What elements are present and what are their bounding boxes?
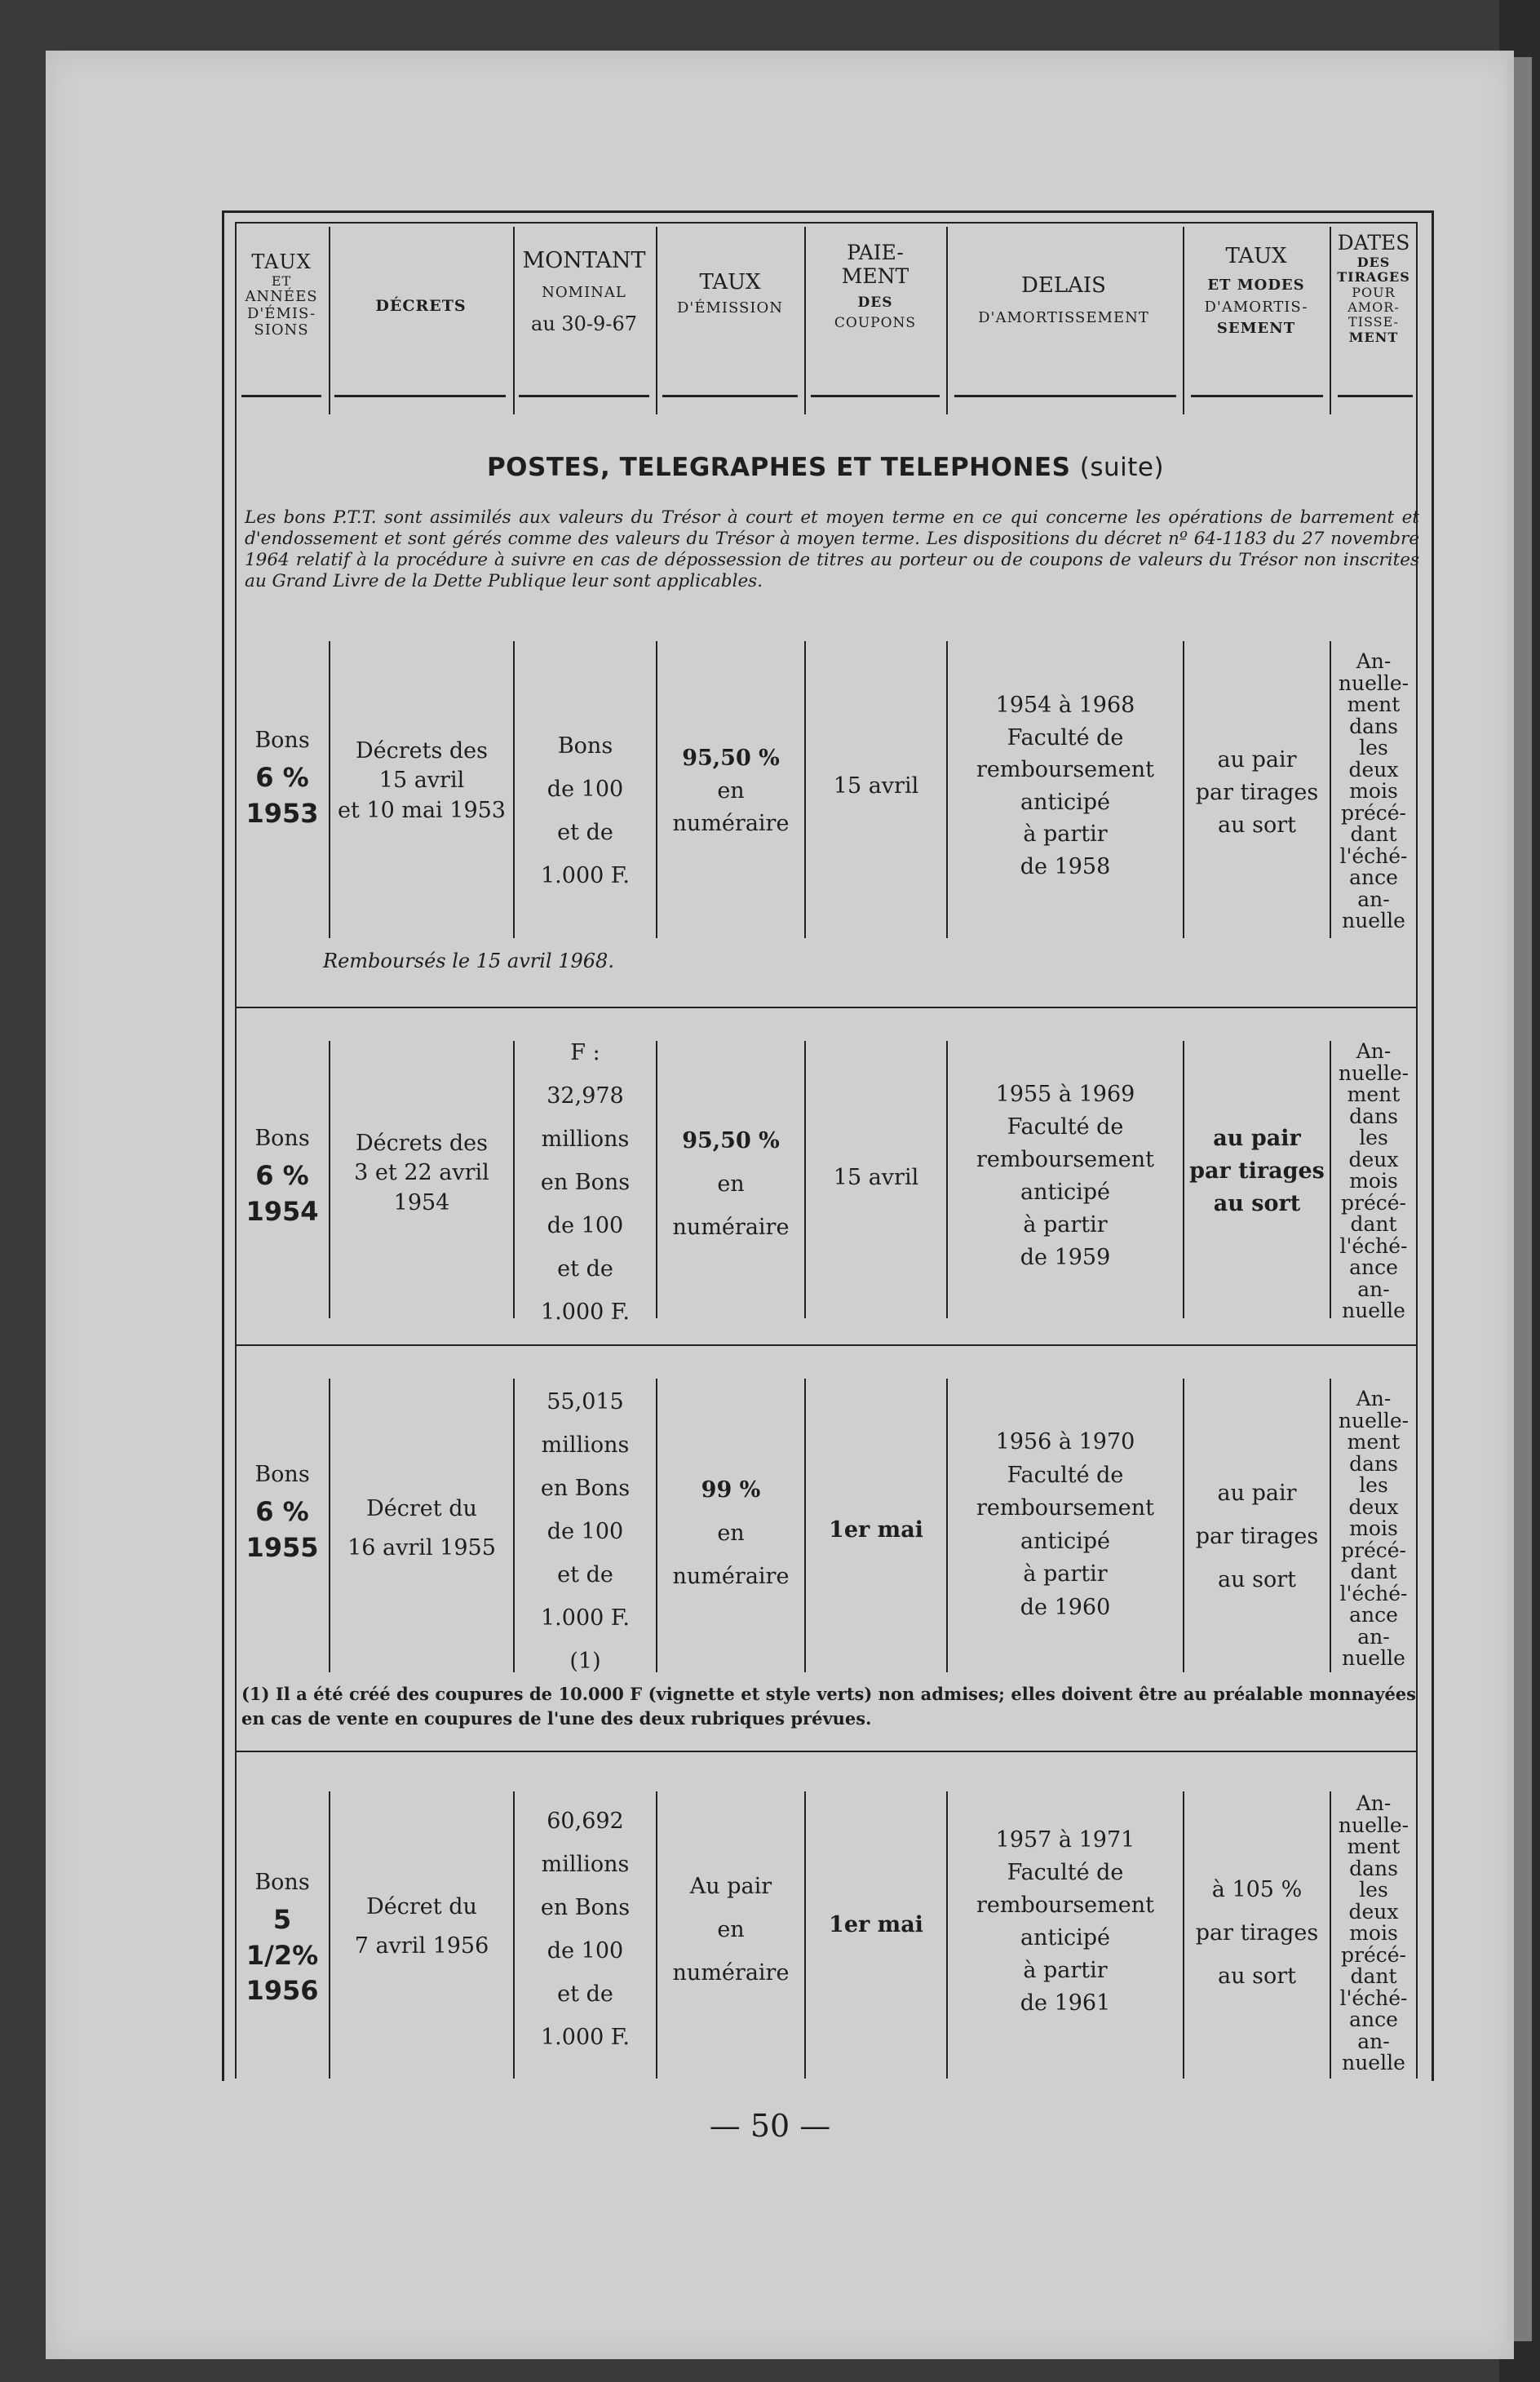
row-divider — [235, 1751, 1416, 1752]
cell-line: de 100 — [547, 777, 624, 802]
section-title-text: POSTES, TELEGRAPHES ET TELEPHONES — [486, 453, 1071, 482]
cell-line: ance — [1349, 1603, 1398, 1627]
cell-montant — [515, 1031, 656, 1334]
footnote: (1) Il a été créé des coupures de 10.000 F (vignette et style verts) non admises; elles doivent être au préalable monnayées en cas de vente en coupures de l'une des deux rubriques prévues. — [241, 1684, 1416, 1729]
header-text: PAIE- — [847, 241, 904, 264]
cell-line: Faculté de — [1007, 1462, 1124, 1488]
cell-line: ance — [1349, 2008, 1398, 2031]
cell-line: 55,015 — [547, 1389, 624, 1415]
cell-line: Décret du — [366, 1894, 477, 1919]
cell-line: remboursement — [976, 1147, 1154, 1172]
cell-line: 3 et 22 avril — [354, 1160, 489, 1186]
page-number: — 50 — — [709, 2108, 831, 2144]
cell-line: 1956 à 1970 — [995, 1429, 1135, 1454]
cell-coupons — [806, 1910, 946, 1940]
cell-emission — [657, 1865, 804, 1995]
cell-line: anticipé — [1020, 789, 1110, 815]
cell-line: 1.000 F. — [541, 1299, 630, 1325]
cell-line: les — [1359, 1878, 1388, 1902]
cell-line: précé- — [1341, 1942, 1406, 1967]
cell-line: au sort — [1218, 812, 1296, 838]
cell-line: nuelle- — [1338, 1813, 1409, 1837]
header-divider — [329, 227, 330, 414]
cell-line: 1.000 F. — [541, 2025, 630, 2050]
cell-line: 95,50 % — [682, 746, 780, 771]
header-text: MONTANT — [522, 248, 646, 273]
cell-line: précé- — [1341, 1190, 1406, 1215]
header-text: ET MODES — [1207, 276, 1305, 294]
cell-line: de 1958 — [1020, 853, 1111, 879]
cell-delais — [948, 1824, 1183, 2020]
cell-line: millions — [541, 1852, 630, 1877]
bond-rate: 5 1/2% — [246, 1904, 319, 1971]
cell-line: de 100 — [547, 1213, 624, 1238]
header-underline — [334, 395, 506, 397]
cell-line: 1957 à 1971 — [995, 1827, 1135, 1853]
cell-line: Faculté de — [1007, 1860, 1124, 1885]
row-note: Remboursés le 15 avril 1968. — [323, 950, 614, 972]
cell-line: en — [717, 1521, 745, 1546]
cell-line: et de — [557, 1562, 613, 1587]
cell-emission — [657, 1468, 804, 1598]
header-underline — [954, 395, 1176, 397]
cell-line: Faculté de — [1007, 1114, 1124, 1140]
cell-coupons — [806, 1163, 946, 1193]
cell-line: dant — [1350, 1964, 1397, 1988]
cell-line: les — [1359, 1126, 1388, 1149]
cell-line: numéraire — [672, 1564, 790, 1589]
cell-bond-name — [237, 1124, 328, 1229]
header-text: au 30-9-67 — [531, 312, 637, 335]
header-text: ET — [271, 272, 292, 289]
cell-line: 32,978 — [547, 1083, 624, 1109]
cell-bond-name — [237, 726, 328, 831]
bond-rate: 6 % — [255, 1160, 309, 1192]
cell-line: en — [717, 1917, 745, 1942]
bond-rate: 6 % — [255, 1496, 309, 1528]
header-underline — [662, 395, 798, 397]
cell-line: de 100 — [547, 1938, 624, 1964]
cell-line: Décrets des — [355, 1131, 489, 1156]
cell-line: 16 avril 1955 — [347, 1535, 496, 1561]
cell-line: nuelle — [1342, 1299, 1405, 1322]
cell-line: numéraire — [672, 1960, 790, 1986]
cell-modes — [1184, 1122, 1330, 1220]
cell-line: anticipé — [1020, 1180, 1110, 1205]
cell-line: numéraire — [672, 1215, 790, 1240]
cell-bond-name — [237, 1460, 328, 1565]
header-text: TAUX — [699, 270, 761, 294]
cell-line: ance — [1349, 866, 1398, 889]
cell-line: an- — [1357, 887, 1390, 911]
cell-line: et de — [557, 820, 613, 845]
header-text: D'ÉMISSION — [676, 299, 784, 317]
cell-line: 1954 — [393, 1189, 450, 1215]
cell-line: 95,50 % — [682, 1128, 780, 1153]
cell-decret — [330, 1129, 513, 1218]
cell-line: nuelle- — [1338, 1060, 1409, 1085]
cell-line: nuelle — [1342, 1646, 1405, 1670]
bond-year: 1955 — [246, 1531, 319, 1563]
cell-dates — [1331, 1388, 1416, 1670]
cell-line: les — [1359, 736, 1388, 759]
adjacent-page-edge — [1507, 57, 1532, 2341]
cell-coupons — [806, 1516, 946, 1545]
cell-line: en Bons — [540, 1895, 631, 1920]
table-frame-inner-right — [1416, 222, 1418, 2079]
cell-line: Faculté de — [1007, 724, 1124, 750]
cell-line: ment — [1347, 1835, 1401, 1858]
cell-delais — [948, 689, 1183, 883]
header-text: MENT — [1348, 329, 1399, 345]
header-text: TAUX — [1225, 244, 1287, 268]
cell-line: millions — [541, 1432, 630, 1458]
cell-line: (1) — [569, 1649, 601, 1674]
cell-line: An- — [1356, 1791, 1392, 1815]
header-text: D'ÉMIS- — [246, 304, 316, 322]
cell-line: Au pair — [689, 1874, 772, 1899]
header-underline — [241, 395, 321, 397]
bond-label: Bons — [254, 1462, 310, 1487]
cell-line: de 1959 — [1020, 1245, 1111, 1270]
cell-line: anticipé — [1020, 1528, 1110, 1554]
header-col-montant — [515, 248, 653, 335]
cell-decret — [330, 1888, 513, 1966]
header-col-taux-emission — [657, 271, 803, 317]
cell-line: par tirages — [1195, 1524, 1319, 1549]
cell-modes — [1184, 1472, 1330, 1601]
header-underline — [1191, 395, 1323, 397]
cell-line: ment — [1347, 693, 1401, 716]
cell-line: 1954 à 1968 — [995, 693, 1135, 718]
cell-line: au sort — [1218, 1567, 1296, 1592]
cell-line: deux — [1348, 1899, 1399, 1924]
header-col-paiement — [806, 241, 945, 332]
cell-line: en — [717, 778, 745, 804]
cell-line: dant — [1350, 822, 1397, 846]
cell-line: millions — [541, 1127, 630, 1152]
cell-line: par tirages — [1195, 1920, 1319, 1946]
header-text: DES — [1356, 254, 1391, 270]
cell-dates — [1331, 1793, 1416, 2074]
header-col-dates — [1331, 232, 1416, 345]
cell-line: de 1960 — [1020, 1594, 1111, 1620]
cell-line: au pair — [1217, 1481, 1297, 1506]
cell-line: l'éché- — [1339, 1986, 1408, 2010]
cell-line: au pair — [1213, 1126, 1301, 1151]
cell-line: 15 avril — [833, 1165, 919, 1190]
cell-line: ance — [1349, 1255, 1398, 1279]
cell-line: par tirages — [1189, 1158, 1325, 1184]
cell-bond-name — [237, 1868, 328, 2008]
cell-line: 60,692 — [547, 1809, 624, 1834]
cell-line: nuelle — [1342, 909, 1405, 932]
cell-line: précé- — [1341, 800, 1406, 825]
cell-line: deux — [1348, 1494, 1399, 1519]
cell-line: ment — [1347, 1430, 1401, 1454]
cell-line: à partir — [1023, 1212, 1108, 1237]
cell-line: dans — [1349, 1451, 1398, 1476]
cell-line: dant — [1350, 1560, 1397, 1583]
header-text: TIRAGES — [1337, 269, 1410, 286]
section-title-suffix: (suite) — [1079, 453, 1165, 482]
section-title — [235, 453, 1416, 482]
cell-line: précé- — [1341, 1538, 1406, 1562]
cell-line: An- — [1356, 649, 1392, 673]
header-text: SIONS — [254, 321, 309, 339]
cell-line: an- — [1357, 1624, 1390, 1649]
header-text: DELAIS — [1021, 273, 1106, 298]
header-text: MENT — [841, 263, 909, 288]
cell-dates — [1331, 1041, 1416, 1322]
bond-year: 1956 — [246, 1974, 319, 2006]
cell-line: nuelle- — [1338, 671, 1409, 695]
bond-label: Bons — [254, 1126, 310, 1151]
header-text: D'AMORTISSEMENT — [978, 308, 1149, 326]
header-text: D'AMORTIS- — [1204, 298, 1308, 316]
header-col-taux-annees — [237, 251, 326, 339]
cell-line: Décret du — [366, 1496, 477, 1521]
header-text: DATES — [1337, 231, 1410, 255]
cell-line: F : — [570, 1040, 600, 1065]
bond-label: Bons — [254, 728, 310, 753]
cell-line: dant — [1350, 1212, 1397, 1236]
cell-line: au pair — [1217, 747, 1297, 773]
cell-line: 7 avril 1956 — [354, 1933, 489, 1959]
cell-line: 15 avril — [378, 768, 465, 794]
cell-decret — [330, 1490, 513, 1568]
header-underline — [519, 395, 649, 397]
cell-line: et 10 mai 1953 — [338, 797, 506, 823]
cell-line: remboursement — [976, 1495, 1154, 1521]
header-text: DES — [857, 294, 893, 311]
cell-delais — [948, 1426, 1183, 1624]
header-col-modes — [1184, 245, 1328, 338]
cell-line: An- — [1356, 1039, 1392, 1063]
cell-line: 1er mai — [829, 1912, 923, 1937]
table-frame-inner-top — [235, 222, 1416, 224]
cell-line: 99 % — [701, 1477, 761, 1503]
cell-line: remboursement — [976, 757, 1154, 782]
cell-line: 15 avril — [833, 773, 919, 799]
cell-line: numéraire — [672, 811, 790, 836]
cell-delais — [948, 1078, 1183, 1274]
bond-rate: 6 % — [255, 762, 309, 794]
cell-line: en — [717, 1171, 745, 1197]
row-divider — [235, 1344, 1416, 1346]
cell-line: mois — [1349, 1516, 1398, 1540]
header-col-delais — [948, 274, 1179, 327]
cell-line: les — [1359, 1473, 1388, 1497]
cell-line: 1er mai — [829, 1517, 923, 1543]
cell-line: 1955 à 1969 — [995, 1082, 1135, 1107]
cell-line: et de — [557, 1981, 613, 2007]
cell-line: de 1961 — [1020, 1990, 1111, 2016]
bond-year: 1953 — [246, 797, 319, 829]
cell-montant — [515, 724, 656, 897]
cell-line: An- — [1356, 1387, 1392, 1410]
cell-line: l'éché- — [1339, 1233, 1408, 1258]
cell-line: remboursement — [976, 1893, 1154, 1918]
cell-line: anticipé — [1020, 1925, 1110, 1950]
cell-line: deux — [1348, 1147, 1399, 1171]
cell-line: l'éché- — [1339, 1581, 1408, 1605]
header-text: TISSE- — [1348, 314, 1399, 330]
row-divider — [235, 1007, 1416, 1008]
cell-dates — [1331, 651, 1416, 932]
cell-line: mois — [1349, 1169, 1398, 1193]
bond-year: 1954 — [246, 1195, 319, 1227]
header-text: ANNÉES — [245, 287, 318, 305]
cell-line: à partir — [1023, 1561, 1108, 1587]
header-underline — [811, 395, 940, 397]
cell-line: à partir — [1023, 821, 1108, 847]
header-text: POUR — [1352, 284, 1396, 300]
header-divider — [656, 227, 657, 414]
cell-line: par tirages — [1195, 780, 1319, 805]
cell-line: dans — [1349, 1856, 1398, 1880]
cell-line: mois — [1349, 779, 1398, 803]
bond-label: Bons — [254, 1870, 310, 1895]
cell-line: Décrets des — [355, 738, 489, 764]
cell-line: ment — [1347, 1083, 1401, 1106]
cell-emission — [657, 742, 804, 840]
cell-line: dans — [1349, 714, 1398, 738]
header-text: NOMINAL — [542, 284, 626, 302]
cell-line: Bons — [557, 733, 613, 759]
cell-coupons — [806, 772, 946, 801]
header-underline — [1338, 395, 1413, 397]
cell-line: 1.000 F. — [541, 1605, 630, 1631]
cell-line: en Bons — [540, 1170, 631, 1195]
section-intro: Les bons P.T.T. sont assimilés aux valeurs du Trésor à court et moyen terme en ce qui concerne les opérations de barrement et d'endossement et sont gérés comme des valeurs du Trésor à moyen terme. Les dispositions du décret nº 64-1183 du 27 novembre 1964 relatif à la procédure à suivre en cas de dépossession de titres au porteur ou de coupons de valeurs du Trésor non inscrites au Grand Livre de la Dette Publique leur sont applicables. — [245, 507, 1419, 591]
header-text: AMOR- — [1348, 299, 1400, 315]
cell-montant — [515, 1800, 656, 2059]
cell-line: 1.000 F. — [541, 863, 630, 888]
cell-modes — [1184, 1868, 1330, 1998]
cell-line: deux — [1348, 757, 1399, 781]
cell-decret — [330, 737, 513, 826]
header-text: TAUX — [251, 250, 312, 273]
cell-montant — [515, 1380, 656, 1683]
cell-line: au sort — [1218, 1964, 1296, 1989]
header-text: COUPONS — [834, 315, 917, 332]
header-col-decrets: DÉCRETS — [375, 297, 467, 315]
cell-emission — [657, 1119, 804, 1249]
cell-line: au sort — [1213, 1191, 1301, 1216]
cell-line: en Bons — [540, 1476, 631, 1501]
cell-line: de 100 — [547, 1519, 624, 1544]
cell-line: mois — [1349, 1921, 1398, 1945]
cell-line: l'éché- — [1339, 843, 1408, 868]
cell-modes — [1184, 744, 1330, 842]
cell-line: an- — [1357, 2029, 1390, 2053]
cell-line: et de — [557, 1256, 613, 1282]
cell-line: nuelle- — [1338, 1408, 1409, 1432]
cell-line: dans — [1349, 1104, 1398, 1128]
cell-line: nuelle — [1342, 2051, 1405, 2074]
cell-line: an- — [1357, 1277, 1390, 1301]
header-text: SEMENT — [1216, 320, 1296, 338]
cell-line: à 105 % — [1211, 1877, 1303, 1902]
cell-line: à partir — [1023, 1958, 1108, 1983]
